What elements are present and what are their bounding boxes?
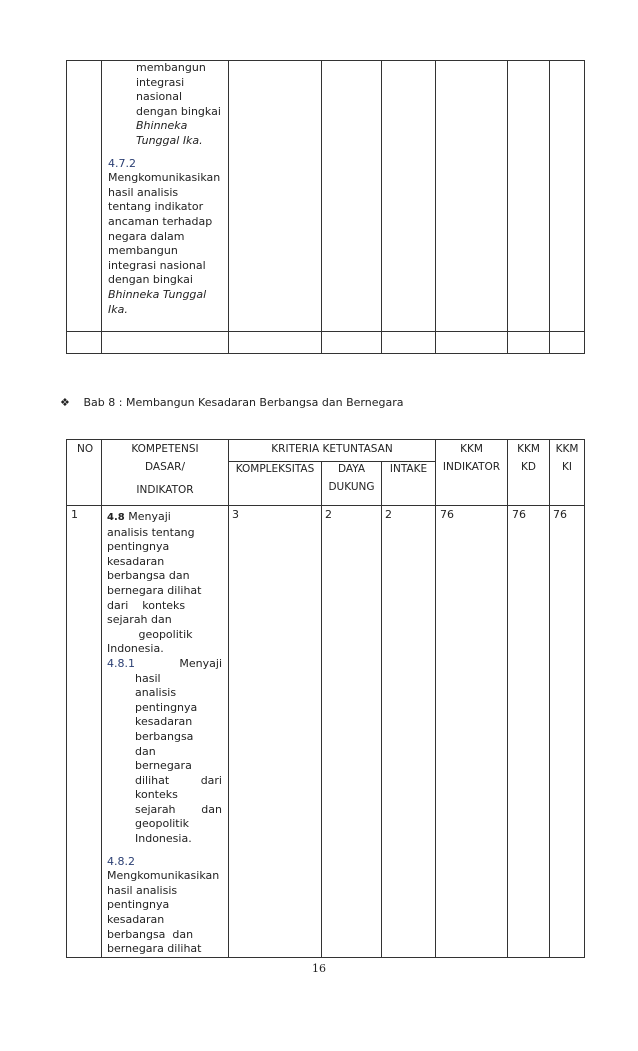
indicator-code-472: 4.7.2 (108, 156, 136, 170)
header-no: NO (67, 440, 102, 506)
indicator-481-text: hasil analisis pentingnya kesadaran berbangsa dan bernegara dilihat dari konteks sejarah dan geopolitik Indonesia. (135, 671, 222, 846)
row-kkm-kd: 76 (508, 506, 550, 958)
header-kkm-ki: KKM KI (550, 440, 585, 506)
continuation-table (66, 60, 585, 354)
header-kkm-indikator: KKM INDIKATOR (436, 440, 508, 506)
page-number: 16 (312, 962, 326, 975)
kd-code-48: 4.8 (107, 512, 125, 523)
row-no: 1 (67, 506, 102, 958)
empty-row (67, 332, 585, 354)
header-kompetensi: KOMPETENSI DASAR/ INDIKATOR (102, 440, 229, 506)
row-daya-dukung: 2 (322, 506, 382, 958)
indicator-code-481: 4.8.1 (107, 656, 135, 670)
row-kkm-indikator: 76 (436, 506, 508, 958)
section-heading (60, 396, 403, 409)
header-kompleksitas: KOMPLEKSITAS (229, 462, 322, 506)
row-intake: 2 (382, 506, 436, 958)
row-kkm-ki: 76 (550, 506, 585, 958)
continuation-row (67, 61, 585, 332)
header-daya-dukung: DAYA DUKUNG (322, 462, 382, 506)
row-kompleksitas: 3 (229, 506, 322, 958)
header-row-1 (67, 440, 585, 462)
header-kriteria: KRITERIA KETUNTASAN (229, 440, 436, 462)
section-title: Bab 8 : Membangun Kesadaran Berbangsa dan Bernegara (83, 396, 404, 409)
row-competency: 4.8 Menyaji analisis tentang pentingnya kesadaran berbangsa dan bernegara dilihat dari konteks sejarah dan geopolitik Indonesia. 4.8.1 Menyaji hasil analisis pentingnya kesadaran berbangsa dan bernegara dilihat dari konteks sejarah dan geopolitik Indonesia. 4.8.2 Mengkomunikasikan hasil analisis pentingnya kesadaran berbangsa dan bernegara dilihat (102, 506, 229, 958)
table-row (67, 506, 585, 958)
header-intake: INTAKE (382, 462, 436, 506)
kkm-table (66, 439, 585, 958)
indicator-code-482: 4.8.2 (107, 854, 135, 868)
diamond-bullet-icon: ❖ (60, 396, 70, 409)
indicator-cell: membangun integrasi nasional dengan bingkai Bhinneka Tunggal Ika. 4.7.2 Mengkomunikasikan hasil analisis tentang indikator ancaman terhadap negara dalam membangun integrasi nasional dengan bingkai Bhinneka Tunggal Ika. (102, 61, 229, 332)
header-kkm-kd: KKM KD (508, 440, 550, 506)
continued-indicator-text: membangun integrasi nasional dengan bingkai Bhinneka Tunggal Ika. (136, 61, 221, 147)
